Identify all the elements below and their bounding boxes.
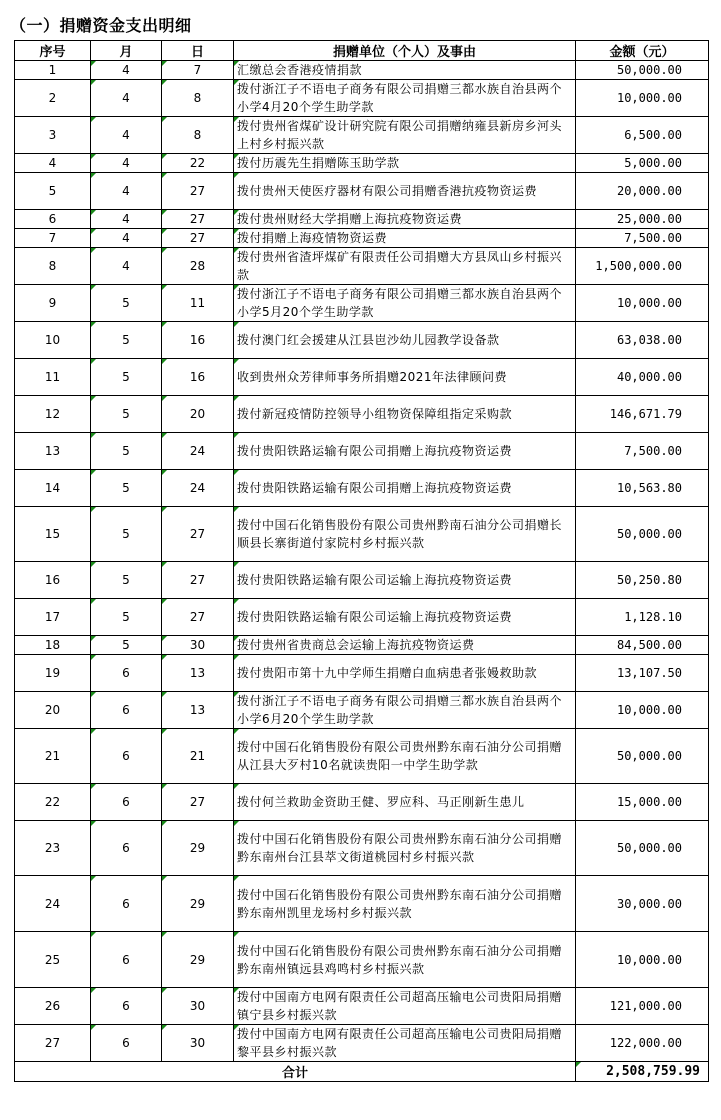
row-month: 6	[91, 692, 162, 729]
row-number: 12	[15, 396, 91, 433]
row-description: 拨付贵阳铁路运输有限公司运输上海抗疫物资运费	[234, 562, 576, 599]
row-amount: 84,500.00	[576, 636, 709, 655]
row-month: 6	[91, 821, 162, 876]
row-day: 22	[162, 154, 234, 173]
row-description: 拨付中国石化销售股份有限公司贵州黔东南石油分公司捐赠从江县大歹村10名就读贵阳一中学生助学款	[234, 729, 576, 784]
row-amount: 121,000.00	[576, 988, 709, 1025]
row-number: 4	[15, 154, 91, 173]
row-number: 22	[15, 784, 91, 821]
table-row	[15, 729, 709, 784]
row-day: 30	[162, 636, 234, 655]
row-number: 8	[15, 248, 91, 285]
row-number: 15	[15, 507, 91, 562]
table-row	[15, 655, 709, 692]
row-number: 25	[15, 932, 91, 988]
row-day: 27	[162, 210, 234, 229]
header-month: 月	[91, 41, 162, 61]
row-day: 27	[162, 507, 234, 562]
row-number: 2	[15, 80, 91, 117]
row-number: 18	[15, 636, 91, 655]
row-amount: 50,000.00	[576, 729, 709, 784]
row-day: 13	[162, 655, 234, 692]
row-description: 汇缴总会香港疫情捐款	[234, 61, 576, 80]
row-month: 4	[91, 173, 162, 210]
row-description: 拨付贵阳市第十九中学师生捐赠白血病患者张嫚救助款	[234, 655, 576, 692]
row-month: 5	[91, 562, 162, 599]
row-amount: 50,000.00	[576, 61, 709, 80]
table-row	[15, 784, 709, 821]
row-description: 拨付历震先生捐赠陈玉助学款	[234, 154, 576, 173]
table-row	[15, 470, 709, 507]
row-amount: 146,671.79	[576, 396, 709, 433]
table-row	[15, 248, 709, 285]
table-row	[15, 636, 709, 655]
row-amount: 1,128.10	[576, 599, 709, 636]
row-month: 5	[91, 322, 162, 359]
row-month: 6	[91, 655, 162, 692]
table-row	[15, 599, 709, 636]
row-description: 收到贵州众芳律师事务所捐赠2021年法律顾问费	[234, 359, 576, 396]
row-number: 21	[15, 729, 91, 784]
row-number: 3	[15, 117, 91, 154]
table-row	[15, 154, 709, 173]
table-row	[15, 396, 709, 433]
row-amount: 50,250.80	[576, 562, 709, 599]
row-month: 6	[91, 1025, 162, 1062]
row-number: 9	[15, 285, 91, 322]
row-month: 5	[91, 285, 162, 322]
row-number: 13	[15, 433, 91, 470]
row-amount: 20,000.00	[576, 173, 709, 210]
row-description: 拨付贵州省煤矿设计研究院有限公司捐赠纳雍县新房乡河头上村乡村振兴款	[234, 117, 576, 154]
table-row	[15, 117, 709, 154]
row-description: 拨付浙江子不语电子商务有限公司捐赠三都水族自治县两个小学6月20个学生助学款	[234, 692, 576, 729]
row-amount: 10,000.00	[576, 285, 709, 322]
row-amount: 50,000.00	[576, 821, 709, 876]
row-day: 29	[162, 932, 234, 988]
row-number: 14	[15, 470, 91, 507]
row-amount: 1,500,000.00	[576, 248, 709, 285]
row-number: 1	[15, 61, 91, 80]
row-day: 21	[162, 729, 234, 784]
header-no: 序号	[15, 41, 91, 61]
row-amount: 5,000.00	[576, 154, 709, 173]
row-number: 11	[15, 359, 91, 396]
row-month: 4	[91, 117, 162, 154]
table-row	[15, 932, 709, 988]
row-number: 19	[15, 655, 91, 692]
table-row	[15, 988, 709, 1025]
row-amount: 7,500.00	[576, 433, 709, 470]
row-month: 6	[91, 729, 162, 784]
row-month: 5	[91, 507, 162, 562]
table-row	[15, 821, 709, 876]
table-row	[15, 322, 709, 359]
row-description: 拨付浙江子不语电子商务有限公司捐赠三都水族自治县两个小学5月20个学生助学款	[234, 285, 576, 322]
row-amount: 10,000.00	[576, 692, 709, 729]
row-amount: 50,000.00	[576, 507, 709, 562]
row-amount: 15,000.00	[576, 784, 709, 821]
row-description: 拨付新冠疫情防控领导小组物资保障组指定采购款	[234, 396, 576, 433]
row-description: 拨付何兰救助金资助王健、罗应科、马正刚新生患儿	[234, 784, 576, 821]
table-row	[15, 210, 709, 229]
row-day: 11	[162, 285, 234, 322]
donation-expense-table	[14, 40, 709, 1082]
row-number: 16	[15, 562, 91, 599]
row-amount: 122,000.00	[576, 1025, 709, 1062]
table-row	[15, 433, 709, 470]
row-day: 30	[162, 988, 234, 1025]
row-day: 30	[162, 1025, 234, 1062]
row-description: 拨付贵州天使医疗器材有限公司捐赠香港抗疫物资运费	[234, 173, 576, 210]
page-title: （一）捐赠资金支出明细	[10, 16, 192, 35]
row-description: 拨付贵州省贵商总会运输上海抗疫物资运费	[234, 636, 576, 655]
row-description: 拨付贵州省渣坪煤矿有限责任公司捐赠大方县凤山乡村振兴款	[234, 248, 576, 285]
row-number: 23	[15, 821, 91, 876]
row-day: 27	[162, 229, 234, 248]
row-amount: 40,000.00	[576, 359, 709, 396]
row-day: 29	[162, 876, 234, 932]
row-month: 5	[91, 433, 162, 470]
row-description: 拨付浙江子不语电子商务有限公司捐赠三都水族自治县两个小学4月20个学生助学款	[234, 80, 576, 117]
row-day: 24	[162, 470, 234, 507]
row-number: 20	[15, 692, 91, 729]
total-row	[15, 1062, 709, 1082]
row-description: 拨付中国石化销售股份有限公司贵州黔东南石油分公司捐赠黔东南州凯里龙场村乡村振兴款	[234, 876, 576, 932]
row-amount: 10,563.80	[576, 470, 709, 507]
row-number: 10	[15, 322, 91, 359]
table-row	[15, 876, 709, 932]
table-row	[15, 692, 709, 729]
row-description: 拨付贵阳铁路运输有限公司捐赠上海抗疫物资运费	[234, 433, 576, 470]
row-month: 4	[91, 61, 162, 80]
table-row	[15, 1025, 709, 1062]
row-day: 8	[162, 117, 234, 154]
row-day: 24	[162, 433, 234, 470]
row-day: 13	[162, 692, 234, 729]
table-row	[15, 359, 709, 396]
row-day: 16	[162, 322, 234, 359]
row-day: 27	[162, 173, 234, 210]
table-row	[15, 229, 709, 248]
row-day: 27	[162, 562, 234, 599]
row-month: 4	[91, 154, 162, 173]
row-amount: 25,000.00	[576, 210, 709, 229]
row-number: 26	[15, 988, 91, 1025]
row-number: 27	[15, 1025, 91, 1062]
table-row	[15, 562, 709, 599]
header-amount: 金额（元）	[576, 41, 709, 61]
table-row	[15, 285, 709, 322]
row-number: 17	[15, 599, 91, 636]
row-amount: 63,038.00	[576, 322, 709, 359]
total-label: 合计	[15, 1062, 576, 1082]
row-amount: 30,000.00	[576, 876, 709, 932]
row-number: 5	[15, 173, 91, 210]
row-description: 拨付捐赠上海疫情物资运费	[234, 229, 576, 248]
row-description: 拨付中国南方电网有限责任公司超高压输电公司贵阳局捐赠镇宁县乡村振兴款	[234, 988, 576, 1025]
row-day: 28	[162, 248, 234, 285]
row-amount: 13,107.50	[576, 655, 709, 692]
row-description: 拨付澳门红会援建从江县岜沙幼儿园教学设备款	[234, 322, 576, 359]
header-description: 捐赠单位（个人）及事由	[234, 41, 576, 61]
row-amount: 7,500.00	[576, 229, 709, 248]
row-month: 5	[91, 396, 162, 433]
row-amount: 10,000.00	[576, 80, 709, 117]
row-amount: 6,500.00	[576, 117, 709, 154]
row-month: 5	[91, 470, 162, 507]
table-header-row	[15, 41, 709, 61]
row-description: 拨付贵阳铁路运输有限公司运输上海抗疫物资运费	[234, 599, 576, 636]
row-description: 拨付贵州财经大学捐赠上海抗疫物资运费	[234, 210, 576, 229]
row-number: 6	[15, 210, 91, 229]
row-day: 27	[162, 599, 234, 636]
row-day: 27	[162, 784, 234, 821]
row-description: 拨付中国石化销售股份有限公司贵州黔东南石油分公司捐赠黔东南州台江县萃文街道桃园村乡村振兴款	[234, 821, 576, 876]
row-number: 24	[15, 876, 91, 932]
row-description: 拨付中国石化销售股份有限公司贵州黔南石油分公司捐赠长顺县长寨街道付家院村乡村振兴款	[234, 507, 576, 562]
row-day: 7	[162, 61, 234, 80]
row-description: 拨付贵阳铁路运输有限公司捐赠上海抗疫物资运费	[234, 470, 576, 507]
row-month: 4	[91, 248, 162, 285]
row-month: 5	[91, 636, 162, 655]
header-day: 日	[162, 41, 234, 61]
total-amount: 2,508,759.99	[576, 1062, 709, 1082]
table-row	[15, 507, 709, 562]
row-month: 4	[91, 80, 162, 117]
row-month: 4	[91, 229, 162, 248]
table-row	[15, 80, 709, 117]
table-row	[15, 61, 709, 80]
row-month: 4	[91, 210, 162, 229]
row-month: 6	[91, 784, 162, 821]
row-day: 20	[162, 396, 234, 433]
row-day: 16	[162, 359, 234, 396]
table-row	[15, 173, 709, 210]
row-month: 5	[91, 359, 162, 396]
row-number: 7	[15, 229, 91, 248]
row-month: 6	[91, 876, 162, 932]
row-description: 拨付中国南方电网有限责任公司超高压输电公司贵阳局捐赠黎平县乡村振兴款	[234, 1025, 576, 1062]
row-month: 5	[91, 599, 162, 636]
row-month: 6	[91, 988, 162, 1025]
row-description: 拨付中国石化销售股份有限公司贵州黔东南石油分公司捐赠黔东南州镇远县鸡鸣村乡村振兴款	[234, 932, 576, 988]
row-month: 6	[91, 932, 162, 988]
row-day: 29	[162, 821, 234, 876]
row-day: 8	[162, 80, 234, 117]
row-amount: 10,000.00	[576, 932, 709, 988]
